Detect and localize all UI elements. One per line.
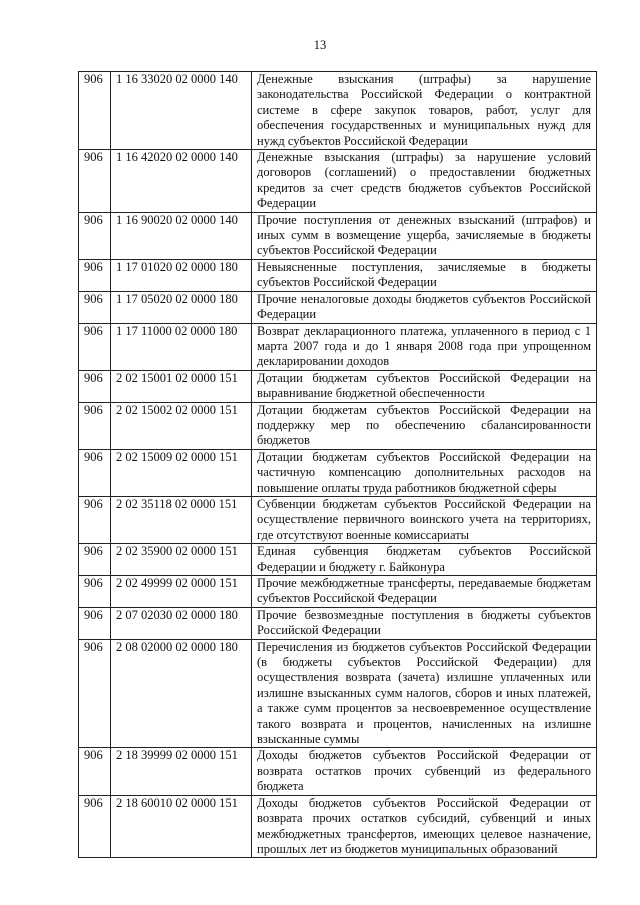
admin-code-cell: 906 (79, 72, 111, 150)
table-row (79, 795, 597, 858)
table-row (79, 496, 597, 543)
budget-code-cell: 1 17 01020 02 0000 180 (111, 259, 252, 291)
table-row (79, 259, 597, 291)
budget-code-cell: 2 02 49999 02 0000 151 (111, 576, 252, 608)
budget-code-cell: 2 02 35118 02 0000 151 (111, 496, 252, 543)
page-number: 13 (313, 38, 327, 52)
admin-code-cell: 906 (79, 259, 111, 291)
budget-code-cell: 1 16 33020 02 0000 140 (111, 72, 252, 150)
budget-code-cell: 1 17 05020 02 0000 180 (111, 291, 252, 323)
revenue-name-cell: Доходы бюджетов субъектов Российской Федерации от возврата прочих остатков субсидий, субвенций и иных межбюджетных трансфертов, имеющих целевое назначение, прошлых лет из бюджетов муниципальных образований (252, 795, 597, 858)
revenue-name-cell: Прочие межбюджетные трансферты, передаваемые бюджетам субъектов Российской Федерации (252, 576, 597, 608)
budget-code-cell: 2 18 39999 02 0000 151 (111, 748, 252, 795)
revenue-name-cell: Прочие безвозмездные поступления в бюджеты субъектов Российской Федерации (252, 607, 597, 639)
admin-code-cell: 906 (79, 576, 111, 608)
table-row (79, 449, 597, 496)
revenue-name-cell: Перечисления из бюджетов субъектов Российской Федерации (в бюджеты субъектов Российской Федерации) для осуществления возврата (зачета) излишне уплаченных или излишне взысканных сумм налогов, сборов и иных платежей, а также сумм процентов за несвоевременное осуществление такого возврата и процентов, начисленных на излишне взысканные суммы (252, 639, 597, 748)
table-row (79, 323, 597, 370)
admin-code-cell: 906 (79, 291, 111, 323)
revenue-name-cell: Единая субвенция бюджетам субъектов Российской Федерации и бюджету г. Байконура (252, 544, 597, 576)
table-body (79, 72, 597, 858)
table-row (79, 576, 597, 608)
admin-code-cell: 906 (79, 150, 111, 213)
table-row (79, 150, 597, 213)
admin-code-cell: 906 (79, 748, 111, 795)
budget-code-cell: 2 02 15009 02 0000 151 (111, 449, 252, 496)
budget-code-cell: 2 18 60010 02 0000 151 (111, 795, 252, 858)
revenue-name-cell: Возврат декларационного платежа, уплаченного в период с 1 марта 2007 года и до 1 января 2008 года при упрощенном декларировании доходов (252, 323, 597, 370)
revenue-name-cell: Субвенции бюджетам субъектов Российской Федерации на осуществление первичного воинского учета на территориях, где отсутствуют военные комиссариаты (252, 496, 597, 543)
revenue-name-cell: Прочие неналоговые доходы бюджетов субъектов Российской Федерации (252, 291, 597, 323)
budget-code-cell: 1 16 90020 02 0000 140 (111, 212, 252, 259)
admin-code-cell: 906 (79, 402, 111, 449)
revenue-name-cell: Доходы бюджетов субъектов Российской Федерации от возврата остатков прочих субвенций из федерального бюджета (252, 748, 597, 795)
admin-code-cell: 906 (79, 607, 111, 639)
table-row (79, 748, 597, 795)
budget-code-cell: 2 02 35900 02 0000 151 (111, 544, 252, 576)
table-row (79, 291, 597, 323)
admin-code-cell: 906 (79, 323, 111, 370)
admin-code-cell: 906 (79, 370, 111, 402)
budget-code-cell: 2 07 02030 02 0000 180 (111, 607, 252, 639)
table-row (79, 402, 597, 449)
revenue-name-cell: Денежные взыскания (штрафы) за нарушение условий договоров (соглашений) о предоставлении бюджетных кредитов за счет средств бюджетов субъектов Российской Федерации (252, 150, 597, 213)
revenue-name-cell: Дотации бюджетам субъектов Российской Федерации на выравнивание бюджетной обеспеченности (252, 370, 597, 402)
admin-code-cell: 906 (79, 212, 111, 259)
revenue-codes-table (78, 71, 597, 858)
revenue-name-cell: Дотации бюджетам субъектов Российской Федерации на частичную компенсацию дополнительных расходов на повышение оплаты труда работников бюджетной сферы (252, 449, 597, 496)
table-row (79, 72, 597, 150)
table-row (79, 544, 597, 576)
budget-code-cell: 1 17 11000 02 0000 180 (111, 323, 252, 370)
table-row (79, 370, 597, 402)
budget-code-cell: 2 02 15002 02 0000 151 (111, 402, 252, 449)
revenue-name-cell: Невыясненные поступления, зачисляемые в бюджеты субъектов Российской Федерации (252, 259, 597, 291)
revenue-name-cell: Дотации бюджетам субъектов Российской Федерации на поддержку мер по обеспечению сбалансированности бюджетов (252, 402, 597, 449)
admin-code-cell: 906 (79, 496, 111, 543)
table-row (79, 639, 597, 748)
budget-code-cell: 1 16 42020 02 0000 140 (111, 150, 252, 213)
budget-code-cell: 2 08 02000 02 0000 180 (111, 639, 252, 748)
revenue-name-cell: Денежные взыскания (штрафы) за нарушение законодательства Российской Федерации о контрактной системе в сфере закупок товаров, работ, услуг для обеспечения государственных и муниципальных нужд для нужд субъектов Российской Федерации (252, 72, 597, 150)
budget-code-cell: 2 02 15001 02 0000 151 (111, 370, 252, 402)
admin-code-cell: 906 (79, 795, 111, 858)
table-row (79, 212, 597, 259)
admin-code-cell: 906 (79, 639, 111, 748)
admin-code-cell: 906 (79, 544, 111, 576)
table-row (79, 607, 597, 639)
revenue-name-cell: Прочие поступления от денежных взысканий (штрафов) и иных сумм в возмещение ущерба, зачисляемые в бюджеты субъектов Российской Федерации (252, 212, 597, 259)
admin-code-cell: 906 (79, 449, 111, 496)
